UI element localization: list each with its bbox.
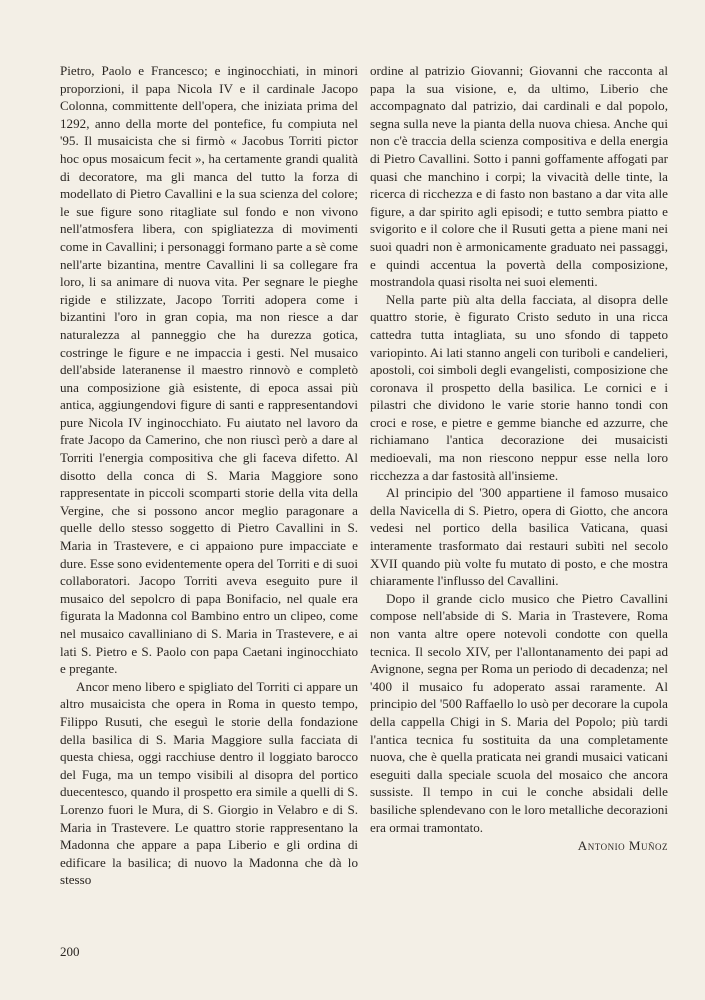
- paragraph: Pietro, Paolo e Francesco; e inginocchiati, in minori proporzioni, il papa Nicola IV e il cardinale Jacopo Colonna, committente dell'opera, che iniziata prima del 1292, anno della morte del pontefice, fu compiuta nel '95. Il musaicista che si firmò « Jacobus Torriti pictor hoc opus mosaicum fecit », ha certamente grandi qualità di decoratore, ma gli manca del tutto la forza di modellato di Pietro Cavallini e la sua scienza del colore; le sue figure sono ritagliate sul fondo e non vivono nell'atmosfera libera, con spigliatezza di movimenti come in Cavallini; i personaggi formano parte a sè come nell'arte bizantina, mentre Cavallini li sa collegare fra loro, li sa animare di nuova vita. Per segnare le pieghe rigide e stilizzate, Jacopo Torriti adopera come i bizantini l'oro in gran copia, ma non riesce a dar naturalezza al panneggio che ha durezza gotica, costringe le figure e ne impaccia i gesti. Nel musaico dell'abside lateranense il maestro rinnovò e completò una composizione già esistente, di epoca assai più antica, aggiungendovi figure di santi e rappresentandovi pure Nicola IV inginocchiato. Fu aiutato nel lavoro da frate Jacopo da Camerino, che non riuscì però a dare al Torriti l'energia compositiva che gli faceva difetto. Al disotto della conca di S. Maria Maggiore sono rappresentate in piccoli scomparti storie della vita della Vergine, che si possono ancor meglio paragonare a quelle dello stesso soggetto di Pietro Cavallini in S. Maria in Trastevere, e ci appaiono pure impacciate e dure. Esse sono evidentemente opera del Torriti e di suoi collaboratori. Jacopo Torriti aveva eseguito pure il musaico del sepolcro di papa Bonifacio, nel quale era figurata la Madonna col Bambino entro un clipeo, come nel musaico cavalliniano di S. Maria in Trastevere, e ai lati S. Pietro e S. Paolo con papa Caetani inginocchiato e pregante.: [60, 63, 358, 677]
- author-signature: Antonio Muñoz: [577, 838, 668, 854]
- paragraph: Al principio del '300 appartiene il famoso musaico della Navicella di S. Pietro, opera di Giotto, che ancora vedesi nel portico della basilica Vaticana, quasi interamente trasformato dai restauri subìti nel secolo XVII quando più volte fu mutato di posto, e che mostra chiaramente l'influsso del Cavallini.: [370, 485, 668, 589]
- paragraph: ordine al patrizio Giovanni; Giovanni che racconta al papa la sua visione, e, da ultimo, Liberio che accompagnato dal patrizio, dai cardinali e dal popolo, segna sulla neve la pianta della nuova chiesa. Anche qui non c'è traccia della scienza compositiva e della energia di Pietro Cavallini. Sotto i panni goffamente affogati par quasi che manchino i corpi; la vivacità delle tinte, la ricerca di ricchezza e di fasto non bastano a dar vita alle figure, a dar spirito agli episodi; e tutto sembra piatto e svigorito e il colore che il Rusuti getta a piene mani nei suoi quadri non è armonicamente graduato nei passaggi, e quindi accentua la povertà della composizione, mostrandola quasi risolta nei suoi elementi.: [370, 63, 668, 290]
- text-column-right: [370, 62, 668, 855]
- page-number: 200: [60, 944, 80, 959]
- paragraph: Nella parte più alta della facciata, al disopra delle quattro storie, è figurato Cristo seduto in una ricca cattedra tutta intagliata, su uno sfondo di tappeto variopinto. Ai lati stanno angeli con turiboli e candelieri, apostoli, coi simboli degli evangelisti, composizione che coronava il prospetto della basilica. Le cornici e i pilastri che dividono le varie storie hanno tondi con croci e rose, e pietre e gemme bianche ed azzurre, che richiamano l'antica decorazione dei musaicisti medioevali, ma non riescono neppur esse nella loro ricchezza a dar fastosità all'insieme.: [370, 291, 668, 483]
- paragraph: Ancor meno libero e spigliato del Torriti ci appare un altro musaicista che opera in Roma in questo tempo, Filippo Rusuti, che eseguì le storie della fondazione della basilica di S. Maria Maggiore sulla facciata di questa chiesa, oggi racchiuse dentro il loggiato barocco del Fuga, ma un tempo visibili al disopra del portico duecentesco, quando il prospetto era simile a quelli di S. Lorenzo fuori le Mura, di S. Giorgio in Velabro e di S. Maria in Trastevere. Le quattro storie rappresentano la Madonna che appare a papa Liberio e gli ordina di edificare la basilica; di nuovo la Madonna che dà lo stesso: [60, 678, 358, 888]
- text-column-left: [60, 62, 358, 889]
- paragraph: Dopo il grande ciclo musico che Pietro Cavallini compose nell'abside di S. Maria in Trastevere, Roma non vanta altre opere notevoli condotte con quella tecnica. Il secolo XIV, per l'allontanamento dei papi ad Avignone, segna per Roma un periodo di decadenza; nel '400 il musaico fu adoperato assai raramente. Al principio del '500 Raffaello lo usò per decorare la cupola della cappella Chigi in S. Maria del Popolo; più tardi l'antica tecnica fu sostituita da una completamente nuova, che è quella praticata nei grandi musaici vaticani eseguiti dalla speciale scuola del mosaico che ancora sussiste. Il tempo in cui le conche absidali delle basiliche splendevano con le loro metalliche decorazioni era ormai tramontato.: [370, 590, 668, 835]
